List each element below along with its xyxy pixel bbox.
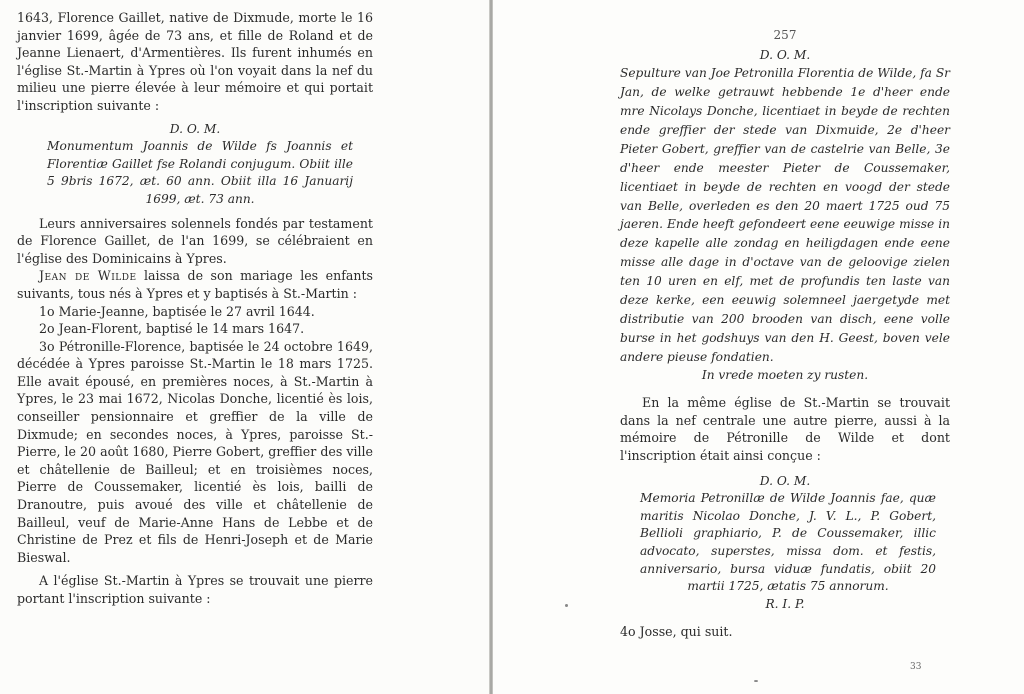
paper-speck: [754, 680, 758, 682]
child-entry: 4o Josse, qui suit.: [620, 624, 733, 640]
child-entry: 2o Jean-Florent, baptisé le 14 mars 1647.: [39, 321, 305, 337]
inscription-closing: In vrede moeten zy rusten.: [701, 367, 869, 382]
paragraph-anniversaries: Leurs anniversaires solennels fondés par testament de Florence Gaillet, de l'an 1699, se célébraient en l'église des Dominicains à Ypres.: [17, 215, 373, 266]
latin-inscription: Memoria Petronillæ de Wilde Joannis fae, quæ maritis Nicolao Donche, J. V. L., P. Gobert, Bellioli graphiario, P. de Coussemaker, illic advocato, superstes, missa dom. et festis, anniversario, bursa viduæ fundatis, obiit 20 martii 1725, ætatis 75 annorum.: [640, 491, 936, 594]
paragraph-jean-de-wilde: Jean de Wilde laissa de son mariage les enfants suivants, tous nés à Ypres et y baptisés à St.-Martin :: [17, 268, 373, 301]
latin-inscription: Monumentum Joannis de Wilde fs Joannis et Florentiæ Gaillet fse Rolandi conjugum. Obiit ille 5 9bris 1672, æt. 60 ann. Obiit illa 16 Januarij 1699, æt. 73 ann.: [47, 139, 353, 206]
paragraph-florence-gaillet: 1643, Florence Gaillet, native de Dixmude, morte le 16 janvier 1699, âgée de 73 ans, et fille de Roland et de Jeanne Lienaert, d'Armentières. Ils furent inhumés en l'église St.-Martin à Ypres où l'on voyait dans la nef du milieu une pierre élevée à leur mémoire et qui portait l'inscription suivante :: [17, 10, 373, 113]
paragraph-second-stone: En la même église de St.-Martin se trouvait dans la nef centrale une autre pierre, aussi à la mémoire de Pétronille de Wilde et dont l'inscription était ainsi conçue :: [620, 395, 950, 464]
flemish-inscription: Sepulture van Joe Petronilla Florentia de Wilde, fa Sr Jan, de welke getrauwt hebbende 1e d'heer ende mre Nicolays Donche, licentiaet in beyde de rechten ende greffier der stede van Dixmuide, 2e d'heer Pieter Gobert, greffier van de castelrie van Belle, 3e d'heer ende meester Pieter de Coussemaker, licentiaet in beyde de rechten en voogd der stede van Belle, overleden es den 20 maert 1725 oud 75 jaeren. Ende heeft gefondeert eene eeuwige misse in deze kapelle alle zondag en heiligdagen ende eene misse alle dage in d'octave van de geloovige zielen ten 10 uren en elf, met de profundis ten laste van deze kerke, een eeuwig solemneel jaergetyde met distributie van 200 brooden van disch, eene volle burse in het godshuys van den H. Geest, boven vele andere pieuse fondatien.: [620, 66, 950, 364]
rip-heading: R. I. P.: [765, 596, 805, 611]
person-name: Jean de Wilde: [39, 268, 137, 284]
left-page-text: [17, 9, 373, 608]
paragraph-inscription-intro: A l'église St.-Martin à Ypres se trouvait une pierre portant l'inscription suivante :: [17, 573, 373, 606]
child-entry: 1o Marie-Jeanne, baptisée le 27 avril 1644.: [39, 303, 315, 319]
right-page-text: [620, 27, 950, 641]
signature-mark: 33: [910, 662, 922, 672]
dom-heading: D. O. M.: [169, 121, 221, 136]
dom-heading: D. O. M.: [759, 473, 811, 488]
page-number: 257: [773, 28, 797, 42]
child-entry: 3o Pétronille-Florence, baptisée le 24 octobre 1649, décédée à Ypres paroisse St.-Martin le 18 mars 1725. Elle avait épousé, en premières noces, à St.-Martin à Ypres, le 23 mai 1672, Nicolas Donche, licentié ès lois, conseiller pensionnaire et greffier de la ville de Dixmude; en secondes noces, à Ypres, paroisse St.-Pierre, le 20 août 1680, Pierre Gobert, greffier des ville et châtellenie de Bailleul; et en troisièmes noces, Pierre de Coussemaker, licentié ès lois, bailli de Dranoutre, puis avoué des ville et châtellenie de Bailleul, veuf de Marie-Anne Hans de Lebbe et de Christine de Prez et fils de Henri-Joseph et de Marie Bieswal.: [17, 338, 373, 565]
dom-heading: D. O. M.: [759, 47, 811, 62]
paper-speck: [565, 604, 568, 607]
